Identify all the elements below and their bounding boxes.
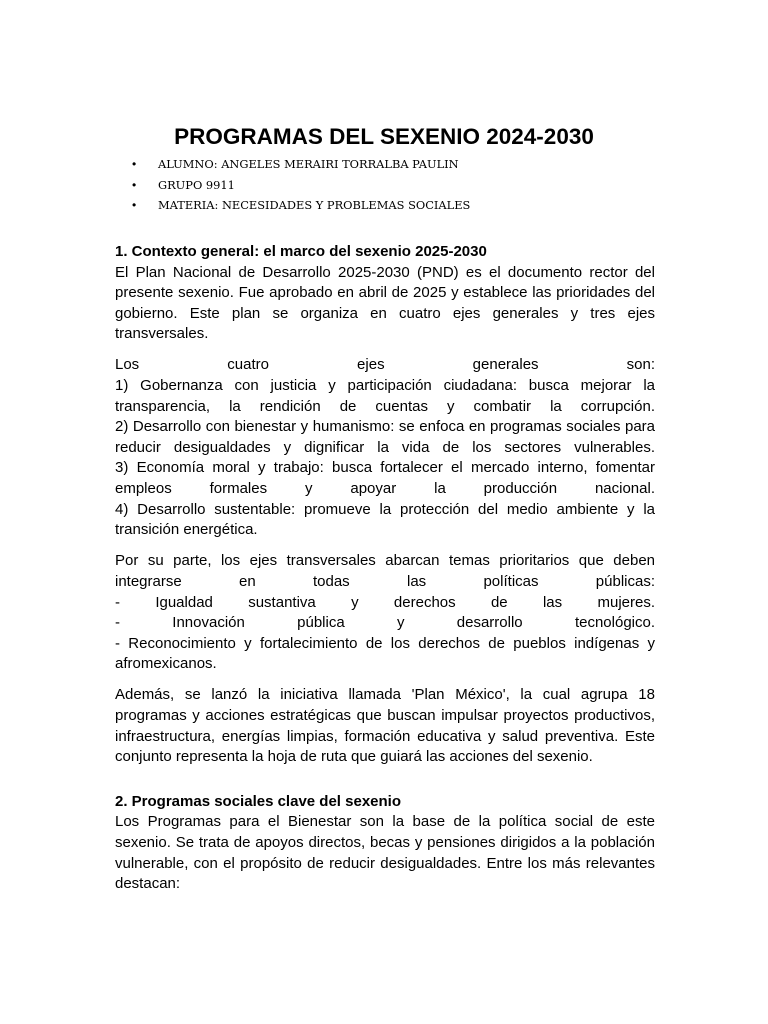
section-2-heading: 2. Programas sociales clave del sexenio [115, 792, 401, 810]
student-info-list [115, 154, 470, 216]
student-name: • ALUMNO: ANGELES MERAIRI TORRALBA PAULIN [115, 154, 470, 175]
page-title: PROGRAMAS DEL SEXENIO 2024-2030 [174, 124, 594, 149]
section-1-heading: 1. Contexto general: el marco del sexenio 2025-2030 [115, 243, 487, 260]
section-1-paragraph-2: Los cuatro ejes generales son: 1) Gobernanza con justicia y participación ciudadana: busca mejorar la transparencia, la rendición de cuentas y combatir la corrupción. 2) Desarrollo con bienestar y humanismo: se enfoca en programas sociales para reducir desigualdades y dignificar la vida de los sectores vulnerables. 3) Economía moral y trabajo: busca fortalecer el mercado interno, fomentar empleos formales y apoyar la producción nacional. 4) Desarrollo sustentable: promueve la protección del medio ambiente y la transición energética. [115, 356, 655, 539]
section-1-paragraph-1: El Plan Nacional de Desarrollo 2025-2030 (PND) es el documento rector del presente sexenio. Fue aprobado en abril de 2025 y establece las prioridades del gobierno. Este plan se organiza en cuatro ejes generales y tres ejes transversales. [115, 263, 655, 343]
section-2-paragraph-1: Los Programas para el Bienestar son la base de la política social de este sexenio. Se trata de apoyos directos, becas y pensiones dirigidos a la población vulnerable, con el propósito de reducir desigualdades. Entre los más relevantes destacan: [115, 813, 655, 893]
section-1-paragraph-3: Por su parte, los ejes transversales abarcan temas prioritarios que deben integrarse en todas las políticas públicas: - Igualdad sustantiva y derechos de las mujeres. - Innovación pública y desarrollo tecnológico. - Reconocimiento y fortalecimiento de los derechos de pueblos indígenas y afromexicanos. [115, 552, 655, 673]
document-body [115, 242, 655, 895]
subject-name: • MATERIA: NECESIDADES Y PROBLEMAS SOCIALES [115, 195, 470, 216]
group-number: • GRUPO 9911 [115, 175, 470, 196]
section-1-paragraph-4: Además, se lanzó la iniciativa llamada 'Plan México', la cual agrupa 18 programas y acciones estratégicas que buscan impulsar proyectos productivos, infraestructura, energías limpias, formación educativa y salud preventiva. Este conjunto representa la hoja de ruta que guiará las acciones del sexenio. [115, 686, 655, 766]
